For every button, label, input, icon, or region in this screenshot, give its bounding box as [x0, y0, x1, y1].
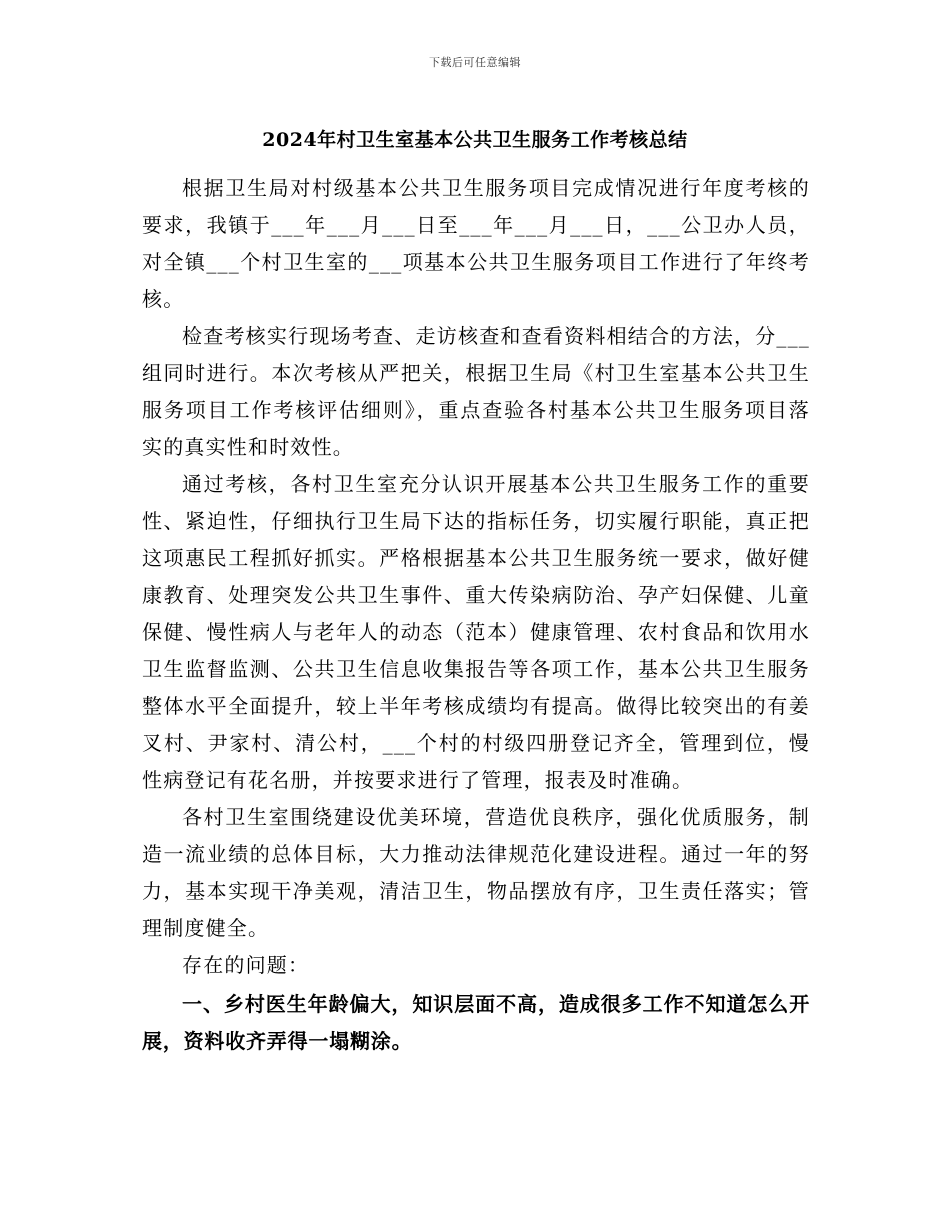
- paragraph-problem-one: 一、乡村医生年龄偏大，知识层面不高，造成很多工作不知道怎么开展，资料收齐弄得一塌糊涂。: [142, 992, 810, 1053]
- header-note: 下载后可任意编辑: [429, 56, 521, 69]
- paragraph-assessment-overview: 根据卫生局对村级基本公共卫生服务项目完成情况进行年度考核的要求，我镇于___年___月___日至___年___月___日，___公卫办人员，对全镇___个村卫生室的___项基本公共卫生服务项目工作进行了年终考核。: [142, 176, 810, 311]
- paragraph-assessment-results: 通过考核，各村卫生室充分认识开展基本公共卫生服务工作的重要性、紧迫性，仔细执行卫生局下达的指标任务，切实履行职能，真正把这项惠民工程抓好抓实。严格根据基本公共卫生服务统一要求，做好健康教育、处理突发公共卫生事件、重大传染病防治、孕产妇保健、儿童保健、慢性病人与老年人的动态（范本）健康管理、农村食品和饮用水卫生监督监测、公共卫生信息收集报告等各项工作，基本公共卫生服务整体水平全面提升，较上半年考核成绩均有提高。做得比较突出的有姜叉村、尹家村、清公村，___个村的村级四册登记齐全，管理到位，慢性病登记有花名册，并按要求进行了管理，报表及时准确。: [142, 472, 810, 792]
- paragraph-problems-heading: 存在的问题：: [182, 953, 310, 977]
- document-body: [142, 170, 810, 1060]
- document-title: 2024年村卫生室基本公共卫生服务工作考核总结: [262, 129, 688, 151]
- paragraph-inspection-method: 检查考核实行现场考查、走访核查和查看资料相结合的方法，分___组同时进行。本次考核从严把关，根据卫生局《村卫生室基本公共卫生服务项目工作考核评估细则》，重点查验各村基本公共卫生服务项目落实的真实性和时效性。: [142, 324, 810, 459]
- paragraph-environment-building: 各村卫生室围绕建设优美环境，营造优良秩序，强化优质服务，制造一流业绩的总体目标，大力推动法律规范化建设进程。通过一年的努力，基本实现干净美观，清洁卫生，物品摆放有序，卫生责任落实；管理制度健全。: [142, 805, 810, 940]
